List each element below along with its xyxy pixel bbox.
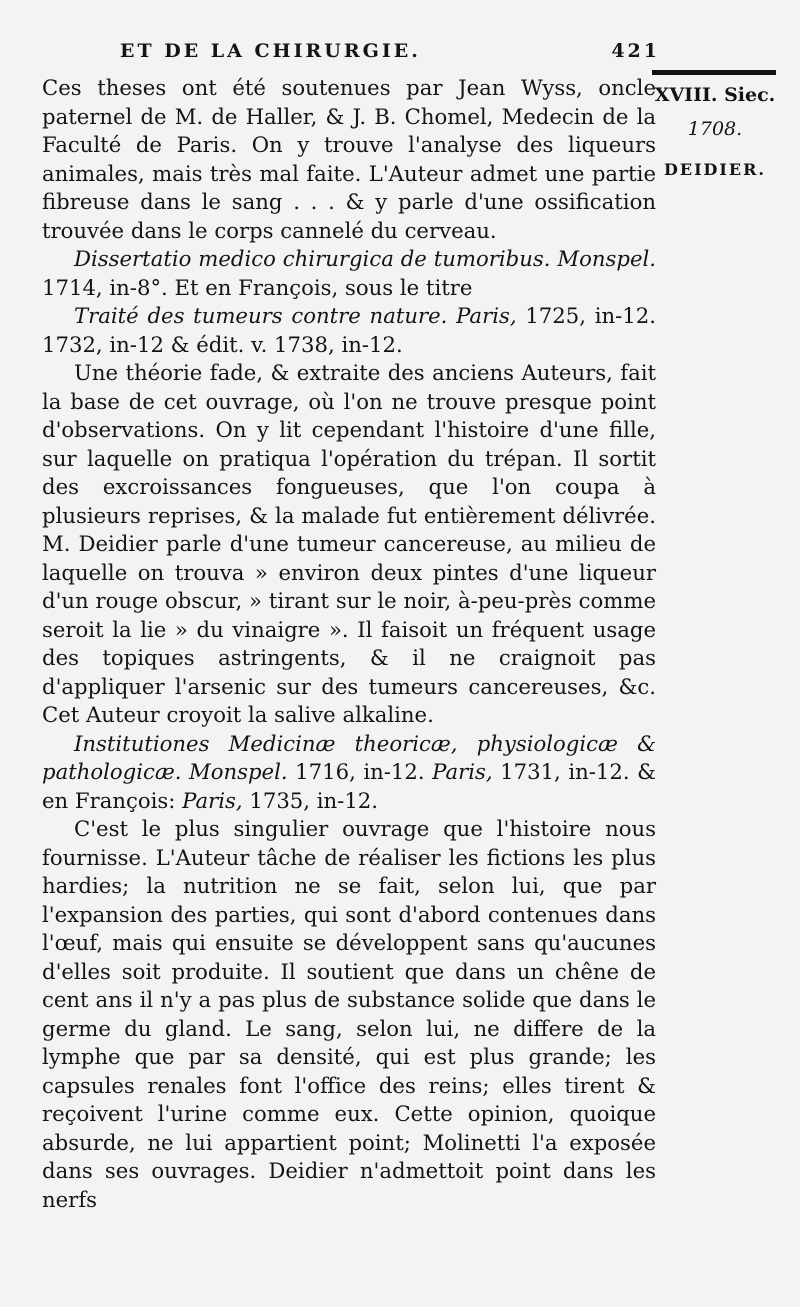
margin-century: XVIII. Siec.: [654, 84, 776, 106]
bibliographic-entry: [42, 302, 656, 359]
entry-title: Institutiones Medicinæ theoricæ, physiologicæ & pathologicæ. Monspel.: [42, 730, 656, 784]
margin-author: DEIDIER.: [664, 160, 766, 179]
bibliographic-entry: [42, 245, 656, 302]
margin-rule: [652, 70, 776, 75]
page-number: 421: [611, 40, 660, 62]
entry-details: 1725, in-12. 1732, in-12 & édit. v. 1738, in-12.: [42, 303, 656, 357]
bibliographic-entry: [42, 730, 656, 816]
entry-details: 1714, in-8°. Et en François, sous le titre: [42, 274, 473, 300]
margin-year: 1708.: [687, 118, 743, 140]
entry-details: 1716, in-12.: [287, 759, 433, 784]
body-text: [42, 74, 656, 1214]
entry-place: Paris,: [182, 787, 243, 813]
paragraph: Une théorie fade, & extraite des anciens Auteurs, fait la base de cet ouvrage, où l'on ne trouve presque point d'observations. On y lit cependant l'histoire d'une fille, sur laquelle on pratiqua l'opération du trépan. Il sortit des excroissances fongueuses, que l'on coupa à plusieurs reprises, & la malade fut entièrement délivrée. M. Deidier parle d'une tumeur cancereuse, au milieu de laquelle on trouva » environ deux pintes d'une liqueur d'un rouge obscur, » tirant sur le noir, à-peu-près comme seroit la lie » du vinaigre ». Il faisoit un fréquent usage des topiques astringents, & il ne craignoit pas d'appliquer l'arsenic sur des tumeurs cancereuses, &c. Cet Auteur croyoit la salive alkaline.: [42, 360, 656, 727]
entry-details: 1735, in-12.: [242, 787, 379, 813]
paragraph: C'est le plus singulier ouvrage que l'histoire nous fournisse. L'Auteur tâche de réaliser les fictions les plus hardies; la nutrition ne se fait, selon lui, que par l'expansion des parties, qui sont d'abord contenues dans l'œuf, mais qui ensuite se développent sans qu'aucunes d'elles soit produite. Il soutient que dans un chêne de cent ans il n'y a pas plus de substance solide que dans le germe du gland. Le sang, selon lui, ne differe de la lymphe que par sa densité, qui est plus grande; les capsules renales font l'office des reins; elles tirent & reçoivent l'urine comme eux. Cette opinion, quoique absurde, ne lui appartient point; Molinetti l'a exposée dans ses ouvrages. Deidier n'admettoit point dans les nerfs: [42, 816, 656, 1212]
entry-title: Dissertatio medico chirurgica de tumoribus. Monspel.: [74, 246, 656, 271]
running-header: [120, 40, 660, 74]
entry-details: 1731, in-12. & en François:: [42, 759, 656, 813]
entry-place: Paris,: [432, 759, 493, 784]
paragraph: Ces theses ont été soutenues par Jean Wyss, oncle paternel de M. de Haller, & J. B. Chomel, Medecin de la Faculté de Paris. On y trouve l'analyse des liqueurs animales, mais très mal faite. L'Auteur admet une partie fibreuse dans le sang . . . & y parle d'une ossification trouvée dans le corps cannelé du cerveau.: [42, 75, 656, 243]
entry-title: Traité des tumeurs contre nature. Paris,: [74, 303, 517, 328]
header-title: ET DE LA CHIRURGIE.: [120, 40, 421, 62]
